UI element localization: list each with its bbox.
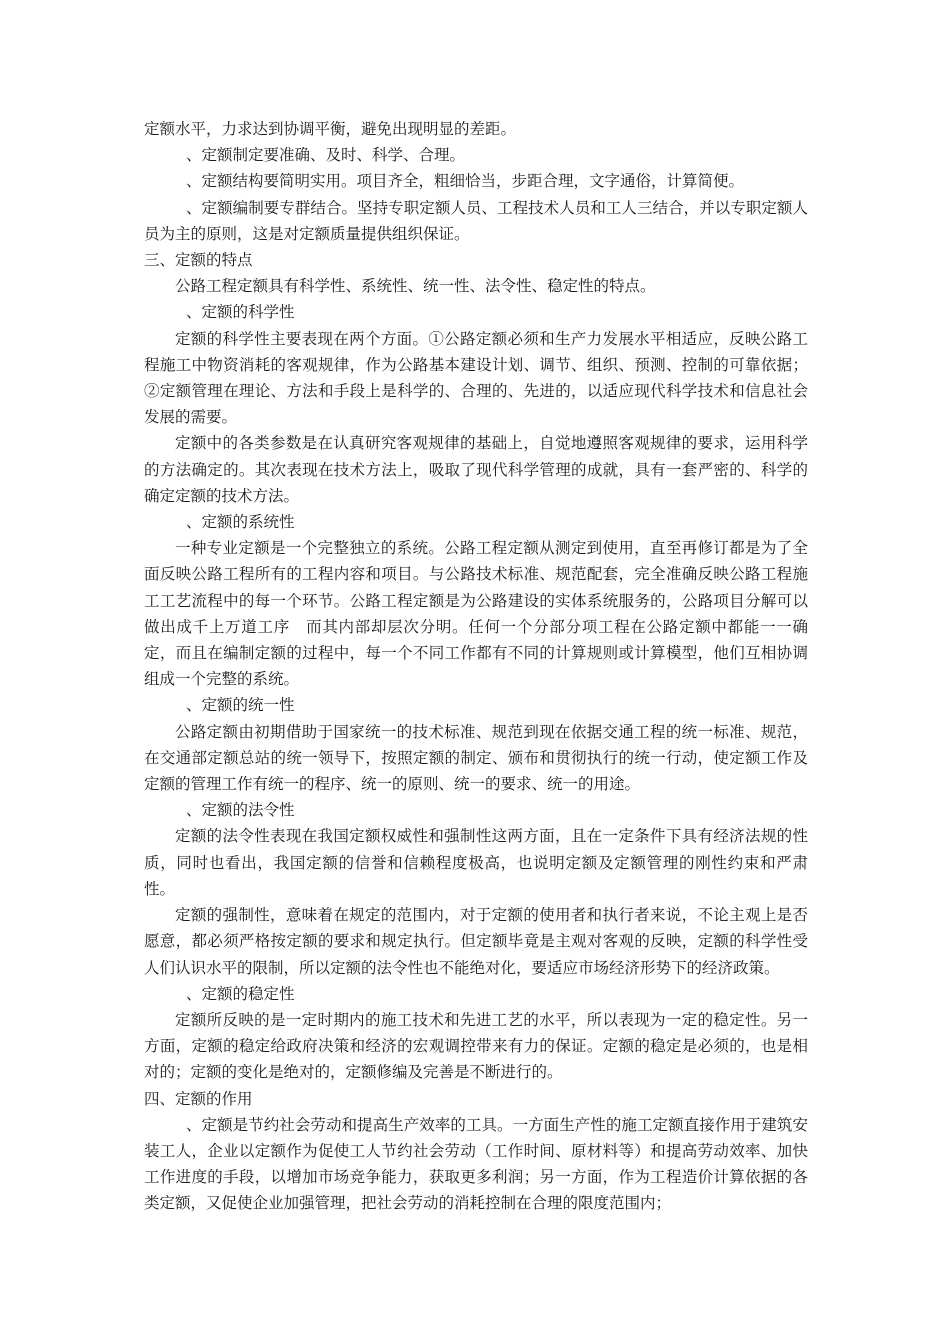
document-page: [144, 116, 808, 1217]
list-item: 、定额的统一性: [186, 696, 295, 715]
paragraph: 公路工程定额具有科学性、系统性、统一性、法令性、稳定性的特点。: [175, 277, 656, 296]
list-item: 、定额的科学性: [186, 303, 295, 322]
document-body: [144, 116, 808, 1217]
paragraph: 定额的科学性主要表现在两个方面。①公路定额必须和生产力发展水平相适应，反映公路工程施工中物资消耗的客观规律，作为公路基本建设计划、调节、组织、预测、控制的可靠依据；②定额管理在理论、方法和手段上是科学的、合理的、先进的，以适应现代科学技术和信息社会发展的需要。: [144, 329, 808, 427]
paragraph: 定额的法令性表现在我国定额权威性和强制性这两方面，且在一定条件下具有经济法规的性质，同时也看出，我国定额的信誉和信赖程度极高，也说明定额及定额管理的刚性约束和严肃性。: [144, 827, 808, 898]
list-item: 、定额的法令性: [186, 801, 295, 820]
section-heading: 三、定额的特点: [144, 251, 253, 270]
paragraph: 定额中的各类参数是在认真研究客观规律的基础上，自觉地遵照客观规律的要求，运用科学的方法确定的。其次表现在技术方法上，吸取了现代科学管理的成就，具有一套严密的、科学的确定定额的技术方法。: [144, 434, 808, 505]
paragraph: 定额的强制性，意味着在规定的范围内，对于定额的使用者和执行者来说，不论主观上是否愿意，都必须严格按定额的要求和规定执行。但定额毕竟是主观对客观的反映，定额的科学性受人们认识水平的限制，所以定额的法令性也不能绝对化，要适应市场经济形势下的经济政策。: [144, 906, 808, 977]
paragraph: 一种专业定额是一个完整独立的系统。公路工程定额从测定到使用，直至再修订都是为了全面反映公路工程所有的工程内容和项目。与公路技术标准、规范配套，完全准确反映公路工程施工工艺流程中的每一个环节。公路工程定额是为公路建设的实体系统服务的，公路项目分解可以做出成千上万道工序 而其内部却层次分明。任何一个分部分项工程在公路定额中都能一一确定，而且在编制定额的过程中，每一个不同工作都有不同的计算规则或计算模型，他们互相协调组成一个完整的系统。: [144, 539, 808, 689]
list-item: 、定额结构要简明实用。项目齐全，粗细恰当，步距合理，文字通俗，计算简便。: [186, 172, 745, 191]
paragraph: 定额水平，力求达到协调平衡，避免出现明显的差距。: [144, 120, 517, 138]
section-heading: 四、定额的作用: [144, 1089, 253, 1108]
list-item: 、定额编制要专群结合。坚持专职定额人员、工程技术人员和工人三结合，并以专职定额人员为主的原则，这是对定额质量提供组织保证。: [144, 198, 808, 243]
list-item: 、定额的稳定性: [186, 984, 295, 1003]
list-item: 、定额制定要准确、及时、科学、合理。: [186, 146, 466, 165]
paragraph: 定额所反映的是一定时期内的施工技术和先进工艺的水平，所以表现为一定的稳定性。另一方面，定额的稳定给政府决策和经济的宏观调控带来有力的保证。定额的稳定是必须的，也是相对的；定额的变化是绝对的，定额修编及完善是不断进行的。: [144, 1010, 808, 1082]
list-item: 、定额是节约社会劳动和提高生产效率的工具。一方面生产性的施工定额直接作用于建筑安装工人，企业以定额作为促使工人节约社会劳动（工作时间、原材料等）和提高劳动效率、加快工作进度的手段，以增加市场竞争能力，获取更多利润；另一方面，作为工程造价计算依据的各类定额，又促使企业加强管理，把社会劳动的消耗控制在合理的限度范围内；: [144, 1115, 808, 1213]
list-item: 、定额的系统性: [186, 513, 295, 532]
paragraph: 公路定额由初期借助于国家统一的技术标准、规范到现在依据交通工程的统一标准、规范，在交通部定额总站的统一领导下，按照定额的制定、颁布和贯彻执行的统一行动，使定额工作及定额的管理工作有统一的程序、统一的原则、统一的要求、统一的用途。: [144, 722, 808, 794]
